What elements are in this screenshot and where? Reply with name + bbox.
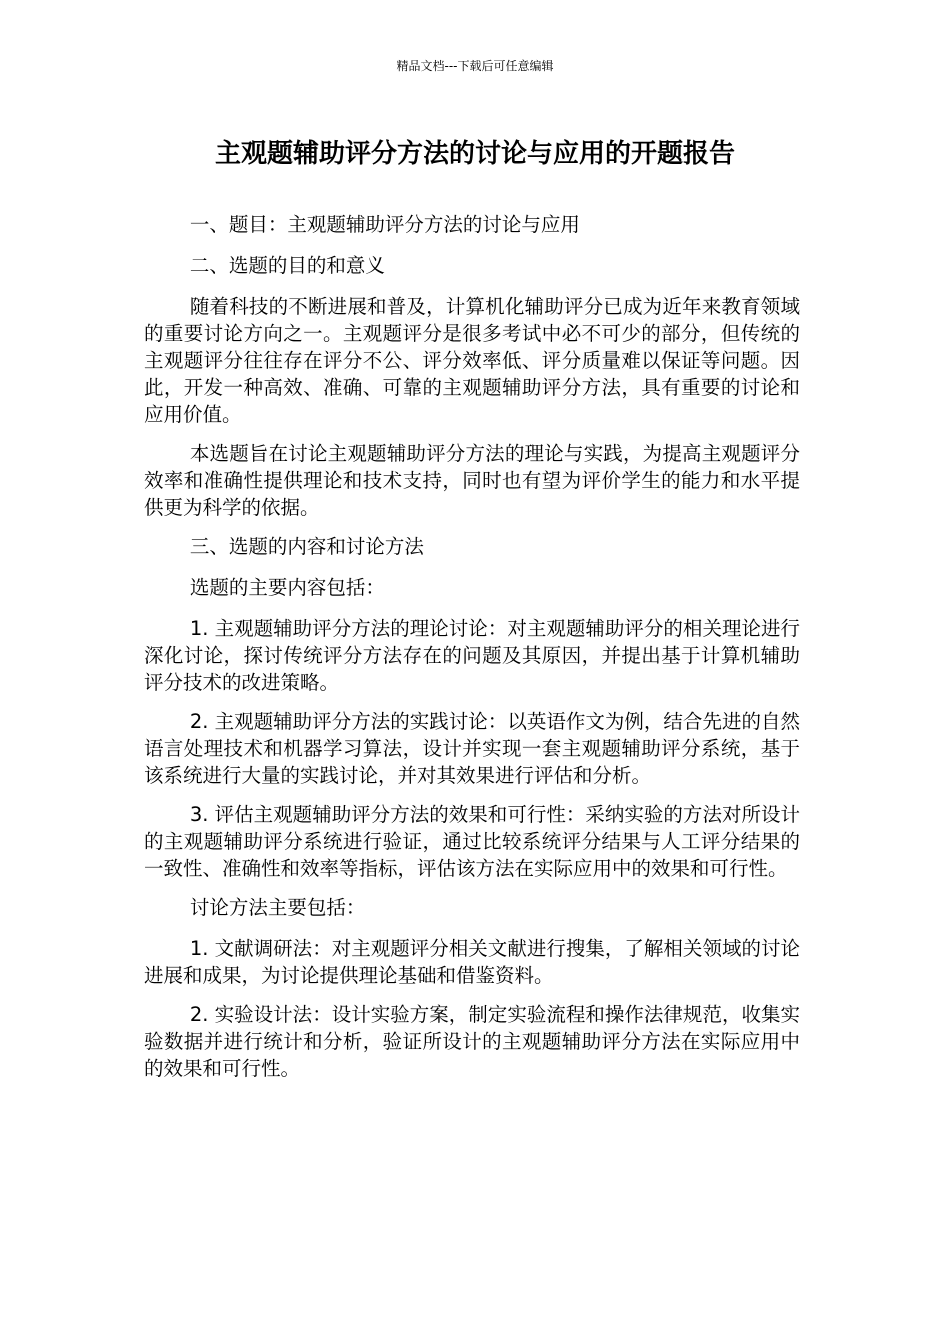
content-item-1: 1. 主观题辅助评分方法的理论讨论：对主观题辅助评分的相关理论进行深化讨论，探讨传统评分方法存在的问题及其原因，并提出基于计算机辅助评分技术的改进策略。 bbox=[144, 617, 800, 694]
content-item-3: 3. 评估主观题辅助评分方法的效果和可行性：采纳实验的方法对所设计的主观题辅助评分系统进行验证，通过比较系统评分结果与人工评分结果的一致性、准确性和效率等指标，评估该方法在实际应用中的效果和可行性。 bbox=[144, 803, 800, 880]
section-content-heading: 三、选题的内容和讨论方法 bbox=[189, 535, 424, 558]
document-title: 主观题辅助评分方法的讨论与应用的开题报告 bbox=[214, 139, 735, 169]
purpose-paragraph-2: 本选题旨在讨论主观题辅助评分方法的理论与实践，为提高主观题评分效率和准确性提供理论和技术支持，同时也有望为评价学生的能力和水平提供更为科学的依据。 bbox=[144, 442, 800, 519]
method-item-1: 1. 文献调研法：对主观题评分相关文献进行搜集，了解相关领域的讨论进展和成果，为讨论提供理论基础和借鉴资料。 bbox=[144, 937, 800, 987]
methods-intro: 讨论方法主要包括： bbox=[189, 896, 366, 919]
section-topic: 一、题目：主观题辅助评分方法的讨论与应用 bbox=[189, 213, 580, 236]
method-item-2: 2. 实验设计法：设计实验方案，制定实验流程和操作法律规范，收集实验数据并进行统计和分析，验证所设计的主观题辅助评分方法在实际应用中的效果和可行性。 bbox=[144, 1003, 800, 1080]
header-note: 精品文档---下载后可任意编辑 bbox=[396, 59, 554, 73]
content-item-2: 2. 主观题辅助评分方法的实践讨论：以英语作文为例，结合先进的自然语言处理技术和机器学习算法，设计并实现一套主观题辅助评分系统，基于该系统进行大量的实践讨论，并对其效果进行评估和分析。 bbox=[144, 710, 800, 787]
section-purpose-heading: 二、选题的目的和意义 bbox=[189, 254, 385, 277]
content-intro: 选题的主要内容包括： bbox=[189, 576, 385, 599]
document-body bbox=[144, 211, 800, 1094]
purpose-paragraph-1: 随着科技的不断进展和普及，计算机化辅助评分已成为近年来教育领域的重要讨论方向之一。主观题评分是很多考试中必不可少的部分，但传统的主观题评分往往存在评分不公、评分效率低、评分质量难以保证等问题。因此，开发一种高效、准确、可靠的主观题辅助评分方法，具有重要的讨论和应用价值。 bbox=[144, 295, 800, 426]
